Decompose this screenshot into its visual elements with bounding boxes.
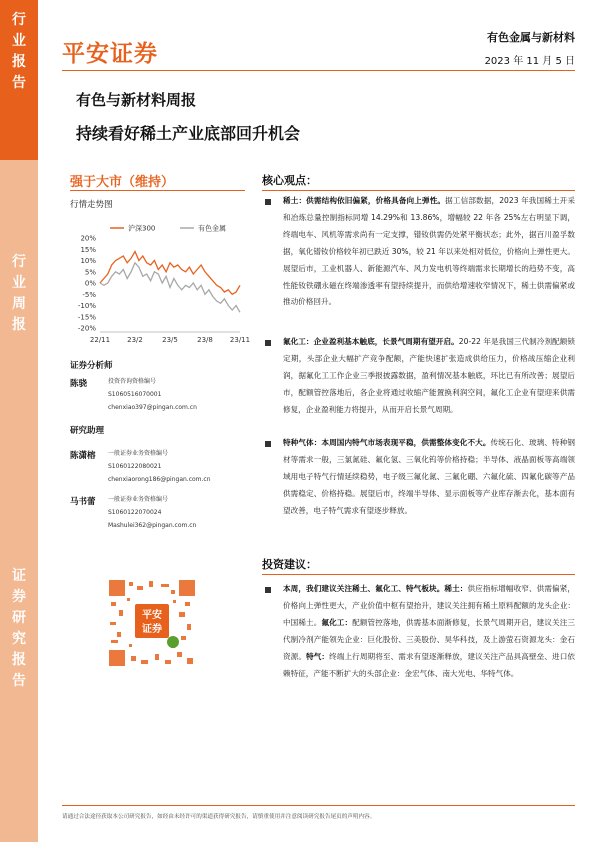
x-tick-label: 23/5 xyxy=(162,336,178,344)
y-tick-label: 5% xyxy=(84,268,96,277)
core-point-fluorochemical: 氟化工：企业盈利基本触底，长景气周期有望开启。20-22 年是我国三代制冷剂配额锁定期，头部企业大幅扩产竞争配额，产能快速扩张造成供给压力，价格战压缩企业利润，据氟化工工作企业三季报披露数据，盈利情况基本触底，环比已有所改善；展望后市，配额管控落地后，各企业将通过收缩产能置换利润空间，氟化工企业有望迎来供需修复，企业盈利能力将提升，从而开启长景气周期。 xyxy=(283,337,575,414)
qr-code[interactable] xyxy=(107,578,197,668)
sidebar-char: 报 xyxy=(12,54,26,70)
y-tick-label: -15% xyxy=(77,313,96,322)
y-tick-label: 15% xyxy=(80,245,96,254)
report-title: 持续看好稀土产业底部回升机会 xyxy=(76,124,301,143)
rating-divider xyxy=(70,190,245,191)
sidebar-char: 告 xyxy=(12,75,26,91)
series-line xyxy=(100,263,240,313)
header-divider xyxy=(62,70,575,71)
assistant-name: 陈潇榕 xyxy=(70,451,96,461)
sidebar-char: 研 xyxy=(12,610,26,626)
footer-disclaimer: 请通过合法途径获取本公司研究报告，如经由未经许可的渠道获得研究报告，请慎重使用并注意阅读研究报告尾页的声明内容。 xyxy=(62,814,376,820)
sidebar-char: 证 xyxy=(12,568,26,584)
core-view-heading: 核心观点： xyxy=(262,174,317,187)
trend-label: 行情走势图 xyxy=(70,200,113,210)
sidebar-char: 业 xyxy=(12,275,26,291)
assistant-name: 马书蕾 xyxy=(70,497,96,507)
sidebar-research xyxy=(0,538,38,842)
assistant-info: 一般证券业务资格编号 S1060122070024 Mashulei362@pingan.com.cn xyxy=(108,496,197,529)
svg-text:证券: 证券 xyxy=(142,624,162,635)
legend-label: 沪深300 xyxy=(128,224,156,233)
sidebar xyxy=(0,0,38,842)
analyst-heading: 证券分析师 xyxy=(70,361,113,371)
footer-divider xyxy=(62,805,575,806)
header-date: 2023 年 11 月 5 日 xyxy=(484,56,575,67)
investment-divider xyxy=(262,574,575,575)
legend-label: 有色金属 xyxy=(198,224,226,233)
bullet-icon xyxy=(265,587,271,593)
sidebar-char: 告 xyxy=(12,673,26,689)
investment-advice: 本周，我们建议关注稀土、氟化工、特气板块。稀土：供应指标增幅收窄、供需偏紧，价格向上弹性更大，产业价值中枢有望抬升，建议关注拥有稀土原料配额的龙头企业：中国稀土。氟化工：配额管控落地，供需基本面渐修复，长景气周期开启，建议关注三代制冷剂产能领先企业：巨化股份、三美股份、昊华科技，及上游萤石资源龙头：金石资源。特气：终端上行周期将至、需求有望逐渐释放，建议关注产品具高壁垒、进口依赖特征，产能不断扩大的头部企业：金宏气体、南大光电、华特气体。 xyxy=(283,584,576,678)
sidebar-weekly xyxy=(0,160,38,538)
y-tick-label: -20% xyxy=(77,324,96,333)
bullet-icon xyxy=(265,441,271,447)
company-logo: 平安证券 xyxy=(62,41,158,67)
y-tick-label: 20% xyxy=(80,234,96,243)
sidebar-char: 行 xyxy=(12,12,26,28)
core-point-special-gas: 特种气体：本周国内特气市场表现平稳，供需整体变化不大。传统石化、玻璃、特种钢材等需求一般，三氯氮硅、氟化氢、三氧化钨等价格持稳；半导体、液晶面板等高端领域用电子特气行情延续稳势，电子级三氟化氮、三氟化硼、六氟化硫、四氟化碳等产品供需稳定、价格持稳。展望后市，终端半导体、显示面板等产业库存渐去化，基本面有望改善，电子特气需求有望逐步释放。 xyxy=(283,438,576,515)
x-tick-label: 23/2 xyxy=(127,336,143,344)
sidebar-char: 业 xyxy=(12,33,26,49)
investment-heading: 投资建议： xyxy=(262,558,317,571)
report-type: 有色与新材料周报 xyxy=(76,91,197,109)
bullet-icon xyxy=(265,199,271,205)
analyst-info: 投资咨询资格编号 S1060516070001 chenxiao397@pingan.com.cn xyxy=(108,378,197,411)
x-tick-label: 23/8 xyxy=(197,336,213,344)
y-tick-label: -10% xyxy=(77,302,96,310)
y-tick-label: -5% xyxy=(82,290,96,299)
y-tick-label: 10% xyxy=(80,257,96,265)
analyst-name: 陈骁 xyxy=(70,379,88,389)
sidebar-char: 行 xyxy=(12,254,26,270)
sidebar-char: 报 xyxy=(12,652,26,668)
sidebar-report-type xyxy=(0,0,38,160)
bullet-icon xyxy=(265,340,271,346)
rating: 强于大市（维持） xyxy=(70,175,175,190)
sidebar-char: 券 xyxy=(12,589,26,605)
trend-chart xyxy=(70,214,251,346)
assistant-heading: 研究助理 xyxy=(70,426,105,436)
y-tick-label: 0% xyxy=(84,279,96,288)
core-divider xyxy=(262,190,575,191)
header-category: 有色金属与新材料 xyxy=(487,31,575,44)
x-tick-label: 22/11 xyxy=(89,336,111,344)
sidebar-char: 周 xyxy=(12,296,26,312)
sidebar-char: 究 xyxy=(12,631,26,647)
sidebar-char: 报 xyxy=(12,317,26,333)
x-tick-label: 23/11 xyxy=(229,336,251,344)
svg-text:平安: 平安 xyxy=(142,610,162,621)
assistant-info: 一般证券业务资格编号 S1060122080021 chenxiaorong186@pingan.com.cn xyxy=(108,450,211,483)
core-point-rare-earth: 稀土：供需结构依旧偏紧，价格具备向上弹性。据工信部数据，2023 年我国稀土开采和冶炼总量控制指标同增 14.29%和 13.86%，增幅较 22 年各 25%左右明显下调，终端电车、风机等需求尚有一定支撑，镨钕供需仍处紧平衡状态；此外，据百川盈孚数据，氧化镨钕价格较年初已跌近 30%，较 21 年以来处相对低位，价格向上弹性更大。展望后市，工业机器人、新能源汽车、风力发电机等终端需求长期增长的趋势不变，高性能钕铁硼永磁在终端渗透率有望持续提升，而供给增速收窄情况下，稀土供需偏紧或推动价格回升。 xyxy=(283,196,575,307)
